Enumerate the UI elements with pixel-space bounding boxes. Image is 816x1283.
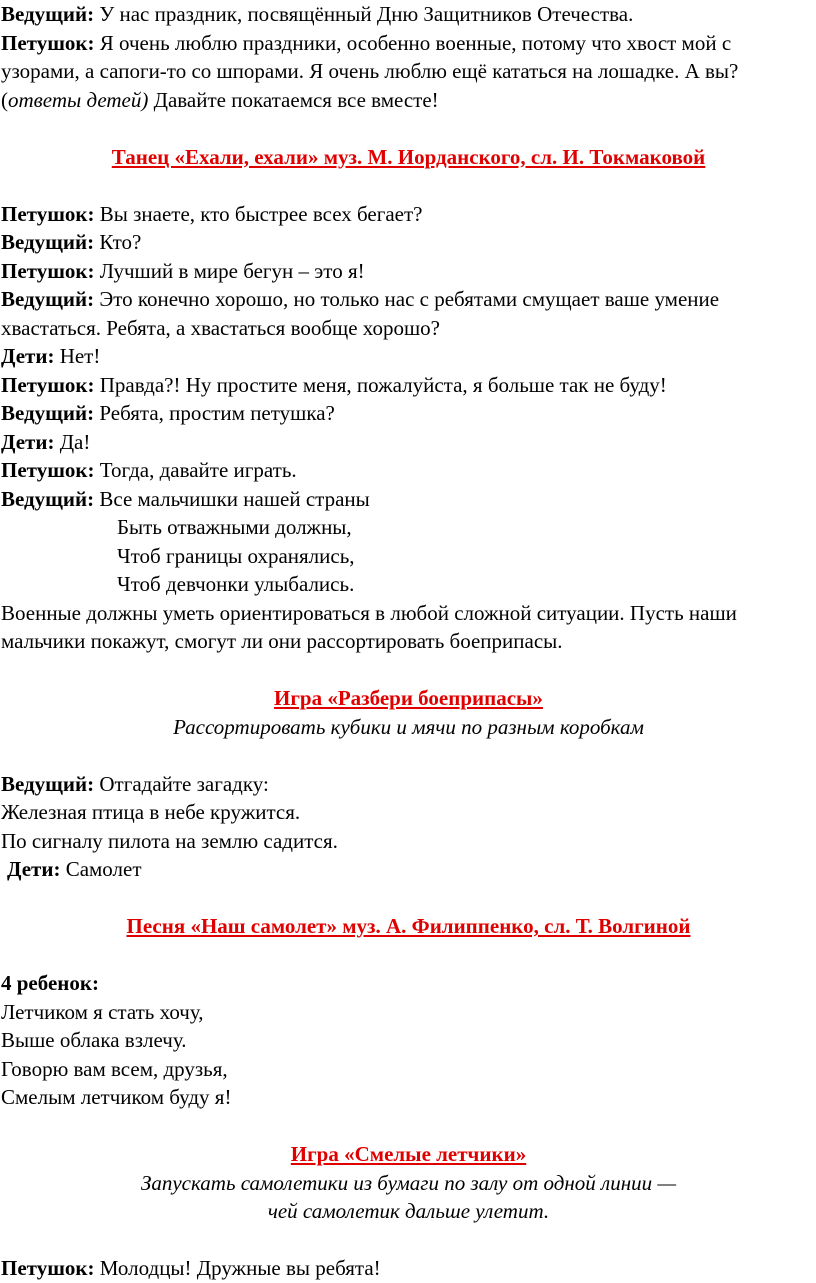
heading-song: Песня «Наш самолет» муз. А. Филиппенко, сл. Т. Волгиной	[126, 914, 691, 938]
line-text: Тогда, давайте играть.	[99, 458, 297, 482]
heading-game-pilots: Игра «Смелые летчики»	[290, 1142, 527, 1166]
line-text: Правда?! Ну простите меня, пожалуйста, я больше так не буду!	[99, 372, 667, 397]
line-text: Нет!	[59, 344, 101, 368]
speaker-host: Ведущий:	[1, 287, 95, 311]
line-host-6	[1, 770, 816, 799]
poem-line: Быть отважными должны,	[117, 515, 352, 539]
line-text: Кто?	[99, 230, 142, 254]
speaker-host: Ведущий:	[1, 401, 95, 425]
line-rooster-6	[1, 1254, 816, 1283]
line-rooster-4	[1, 371, 816, 400]
line-text: Давайте покатаемся все вместе!	[148, 87, 439, 112]
line-kids-3	[1, 855, 816, 884]
speaker-rooster: Петушок:	[1, 258, 95, 283]
line-host-1	[1, 0, 816, 29]
heading-dance: Танец «Ехали, ехали» муз. М. Иорданского, сл. И. Токмаковой	[111, 144, 706, 169]
line-text: Лучший в мире бегун – это я!	[99, 258, 365, 283]
speaker-rooster: Петушок:	[1, 30, 95, 55]
spacer	[1, 941, 816, 970]
line-host-2	[1, 228, 816, 257]
speaker-rooster: Петушок:	[1, 458, 95, 482]
line-text: Отгадайте загадку:	[99, 771, 269, 796]
game-description: Запускать самолетики из бумаги по залу от одной линии —	[140, 1170, 677, 1195]
spacer	[1, 1226, 816, 1255]
spacer	[1, 884, 816, 913]
speaker-host: Ведущий:	[1, 230, 95, 254]
narration: Военные должны уметь ориентироваться в любой сложной ситуации. Пусть наши мальчики покажут, смогут ли они рассортировать боеприпасы.	[1, 600, 737, 653]
speaker-kids: Дети:	[1, 344, 55, 368]
stage-direction: ответы детей)	[8, 87, 149, 112]
line-rooster-2	[1, 200, 816, 229]
poem-line: Чтоб границы охранялись,	[117, 543, 355, 568]
game-description: Рассортировать кубики и мячи по разным коробкам	[173, 714, 644, 739]
speaker-host: Ведущий:	[1, 771, 95, 796]
speaker-kids: Дети:	[1, 429, 55, 454]
speaker-rooster: Петушок:	[1, 201, 95, 226]
speaker-kids: Дети:	[7, 857, 61, 881]
speaker-host: Ведущий:	[1, 486, 95, 511]
spacer	[1, 114, 816, 143]
line-text: Ребята, простим петушка?	[99, 401, 335, 425]
speaker-rooster: Петушок:	[1, 1256, 95, 1280]
riddle-line: Железная птица в небе кружится.	[1, 800, 301, 824]
line-kids-1	[1, 342, 816, 371]
line-text: У нас праздник, посвящённый Дню Защитников Отечества.	[99, 2, 634, 26]
line-host-5	[1, 485, 816, 514]
line-host-3	[1, 285, 801, 342]
riddle-line: По сигналу пилота на землю садится.	[1, 828, 338, 853]
line-rooster-1	[1, 29, 801, 115]
heading-game-ammo: Игра «Разбери боеприпасы»	[274, 686, 543, 710]
spacer	[1, 741, 816, 770]
line-text: Самолет	[65, 857, 142, 881]
poem-line: Говорю вам всем, друзья,	[1, 1056, 228, 1081]
line-kids-2	[1, 428, 816, 457]
poem-line: Все мальчишки нашей страны	[99, 486, 370, 511]
spacer	[1, 1112, 816, 1141]
line-text: Вы знаете, кто быстрее всех бегает?	[99, 201, 423, 226]
line-rooster-3	[1, 257, 816, 286]
spacer	[1, 656, 816, 685]
line-rooster-5	[1, 456, 816, 485]
speaker-rooster: Петушок:	[1, 372, 95, 397]
speaker-child4: 4 ребенок:	[1, 971, 99, 995]
line-text: Молодцы! Дружные вы ребята!	[99, 1256, 381, 1280]
line-host-4	[1, 399, 816, 428]
poem-line: Чтоб девчонки улыбались.	[117, 572, 355, 596]
poem-line: Летчиком я стать хочу,	[1, 999, 204, 1024]
poem-line: Смелым летчиком буду я!	[1, 1085, 232, 1109]
speaker-host: Ведущий:	[1, 2, 95, 26]
line-text: Я очень люблю праздники, особенно военные, потому что хвост мой с узорами, а сапоги-то со шпорами. Я очень люблю ещё кататься на лошадке. А вы? (	[1, 30, 739, 112]
poem-line: Выше облака взлечу.	[1, 1028, 187, 1052]
line-text: Да!	[59, 429, 91, 454]
game-description: чей самолетик дальше улетит.	[267, 1199, 550, 1223]
line-text: Это конечно хорошо, но только нас с ребятами смущает ваше умение хвастаться. Ребята, а хвастаться вообще хорошо?	[1, 287, 720, 340]
spacer	[1, 171, 816, 200]
